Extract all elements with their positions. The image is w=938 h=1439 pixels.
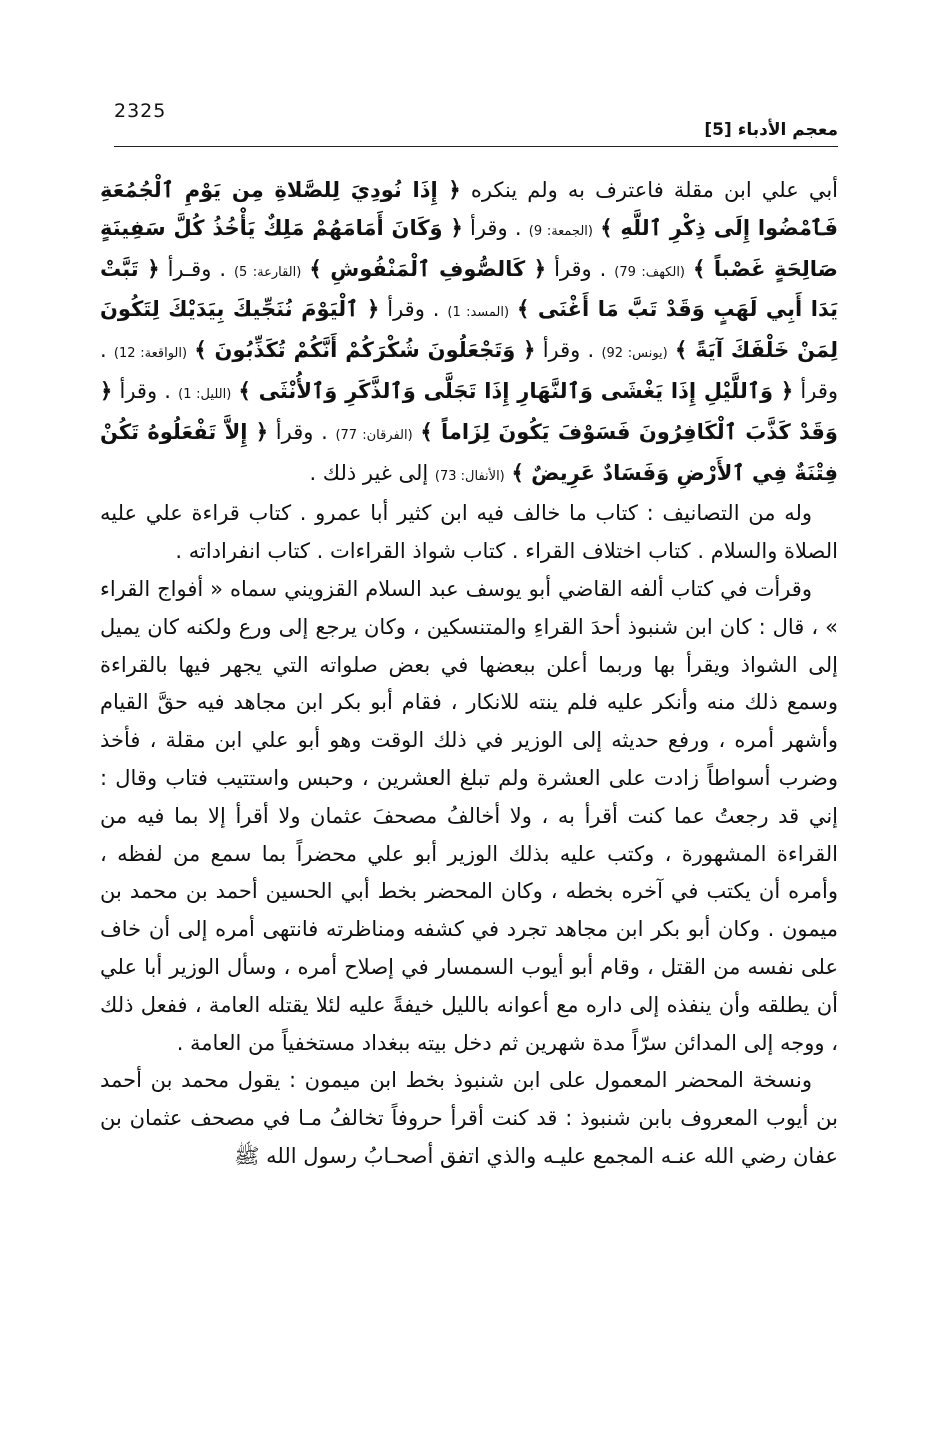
quran-verse: ﴿ إِذَا نُودِيَ لِلصَّلاةِ مِن يَوْمِ ٱلْجُمُعَةِ فَٱمْضُوا إِلَى ذِكْرِ ٱللَّهِ ﴾ <box>100 178 839 240</box>
verse-reference: (الجمعة: 9) <box>528 223 593 239</box>
verse-reference: (الأنفال: 73) <box>434 468 505 484</box>
text-span: . وقرأ <box>112 378 179 403</box>
quran-verse: ﴿ وَقَدْ كَذَّبَ ٱلْكَافِرُونَ فَسَوْفَ يَكُونَ لِزَاماً ﴾ <box>100 378 838 444</box>
paragraph-quran-readings <box>100 172 838 495</box>
text-span: . وقرأ <box>546 256 615 281</box>
text-span: . وقرأ <box>462 215 529 240</box>
quran-verse: ﴿ إِلاَّ تَفْعَلُوهُ تَكُنْ فِتْنَةٌ فِي ٱلأَرْضِ وَفَسَادٌ عَرِيضٌ ﴾ <box>100 419 838 485</box>
verse-reference: (يونس: 92) <box>601 346 668 362</box>
quran-verse: ﴿ وَكَانَ أَمَامَهُمْ مَلِكٌ يَأْخُذُ كُلَّ سَفِينَةٍ صَالِحَةٍ غَصْباً ﴾ <box>100 215 838 281</box>
paragraph-works: وله من التصانيف : كتاب ما خالف فيه ابن كثير أبا عمرو . كتاب قراءة علي عليه الصلاة والسلام . كتاب اختلاف القراء . كتاب شواذ القراءات . كتاب انفراداته . <box>100 501 838 564</box>
verse-reference: (الفرقان: 77) <box>335 427 413 443</box>
verse-reference: (المسد: 1) <box>447 305 510 321</box>
verse-reference: (الكهف: 79) <box>614 264 686 280</box>
quran-verse: ﴿ ٱلْيَوْمَ نُنَجِّيكَ بِيَدَيْكَ لِتَكُونَ لِمَنْ خَلْفَكَ آيَةً ﴾ <box>100 297 838 363</box>
header-rule <box>114 146 838 147</box>
quran-verse: ﴿ تَبَّتْ يَدَا أَبِي لَهَبٍ وَقَدْ تَبَّ مَا أَغْنَى ﴾ <box>100 256 838 322</box>
quran-verse: ﴿ كَالصُّوفِ ٱلْمَنْفُوشِ ﴾ <box>309 256 547 281</box>
page-number: 2325 <box>114 100 167 122</box>
body-text <box>100 172 838 1176</box>
paragraph-story: وقرأت في كتاب ألفه القاضي أبو يوسف عبد السلام القزويني سماه « أفواج القراء » ، قال : كان ابن شنبوذ أحدَ القراءِ والمتنسكين ، وكان يرجع إلى ورع ولكنه كان يميل إلى الشواذ ويقرأ بها وربما أعلن ببعضها في بعض صلواته التي يجهر فيها بالقراءة وسمع ذلك منه وأنكر عليه فلم ينته للانكار ، فقام أبو بكر ابن مجاهد فيه حقَّ القيام وأشهر أمره ، ورفع حديثه إلى الوزير في ذلك الوقت وهو أبو علي ابن مقلة ، فأخذ وضرب أسواطاً زادت على العشرة ولم تبلغ العشرين ، وحبس واستتيب فتاب وقال : إني قد رجعتُ عما كنت أقرأ به ، ولا أخالفُ مصحفَ عثمان ولا أقرأ إلا بما فيه من القراءة المشهورة ، وكتب عليه بذلك الوزير أبو علي محضراً بما سمع من لفظه ، وأمره أن يكتب في آخره بخطه ، وكان المحضر بخط أبي الحسين أحمد بن محمد بن ميمون . وكان أبو بكر ابن مجاهد تجرد في كشفه ومناظرته فانتهى أمره إلى أن خاف على نفسه من القتل ، وقام أبو أيوب السمسار في إصلاح أمره ، وسأل الوزير أبا علي أن يطلقه وأن ينفذه إلى داره مع أعوانه بالليل خيفةً عليه لئلا يقتله العامة ، ففعل ذلك ، ووجه إلى المدائن سرّاً مدة شهرين ثم دخل بيته ببغداد مستخفياً من العامة . <box>100 576 838 1055</box>
verse-reference: (الليل: 1) <box>178 386 232 402</box>
text-span: . وقرأ <box>535 338 602 363</box>
paragraph-record: ونسخة المحضر المعمول على ابن شنبوذ بخط ابن ميمون : يقول محمد بن أحمد بن أيوب المعروف بابن شنبوذ : قد كنت أقرأ حروفاً تخالفُ مـا في مصحف عثمان بن عفان رضي الله عنـه المجمع عليـه والذي اتفق أصحـابُ رسول الله ﷺ <box>100 1068 838 1168</box>
text-span: . وقرأ <box>268 419 336 444</box>
text-span: أبي علي ابن مقلة فاعترف به ولم ينكره <box>460 178 839 202</box>
quran-verse: ﴿ وَتَجْعَلُونَ شُكْرَكُمْ أَنَّكُمْ تُكَذِّبُونَ ﴾ <box>194 338 536 363</box>
running-head: معجم الأدباء [5] <box>704 120 838 140</box>
text-span: . وقـرأ <box>159 256 234 281</box>
text-span: . وقرأ <box>100 338 838 403</box>
verse-reference: (الواقعة: 12) <box>113 346 188 362</box>
verse-reference: (القارعة: 5) <box>233 264 302 280</box>
quran-verse: ﴿ وَٱللَّيْلِ إِذَا يَغْشَى وَٱلنَّهَارِ إِذَا تَجَلَّى وَٱلذَّكَرِ وَٱلأُنْثَى ﴾ <box>238 378 794 403</box>
text-span: . وقرأ <box>379 297 448 322</box>
text-span: إلى غير ذلك . <box>309 460 435 485</box>
